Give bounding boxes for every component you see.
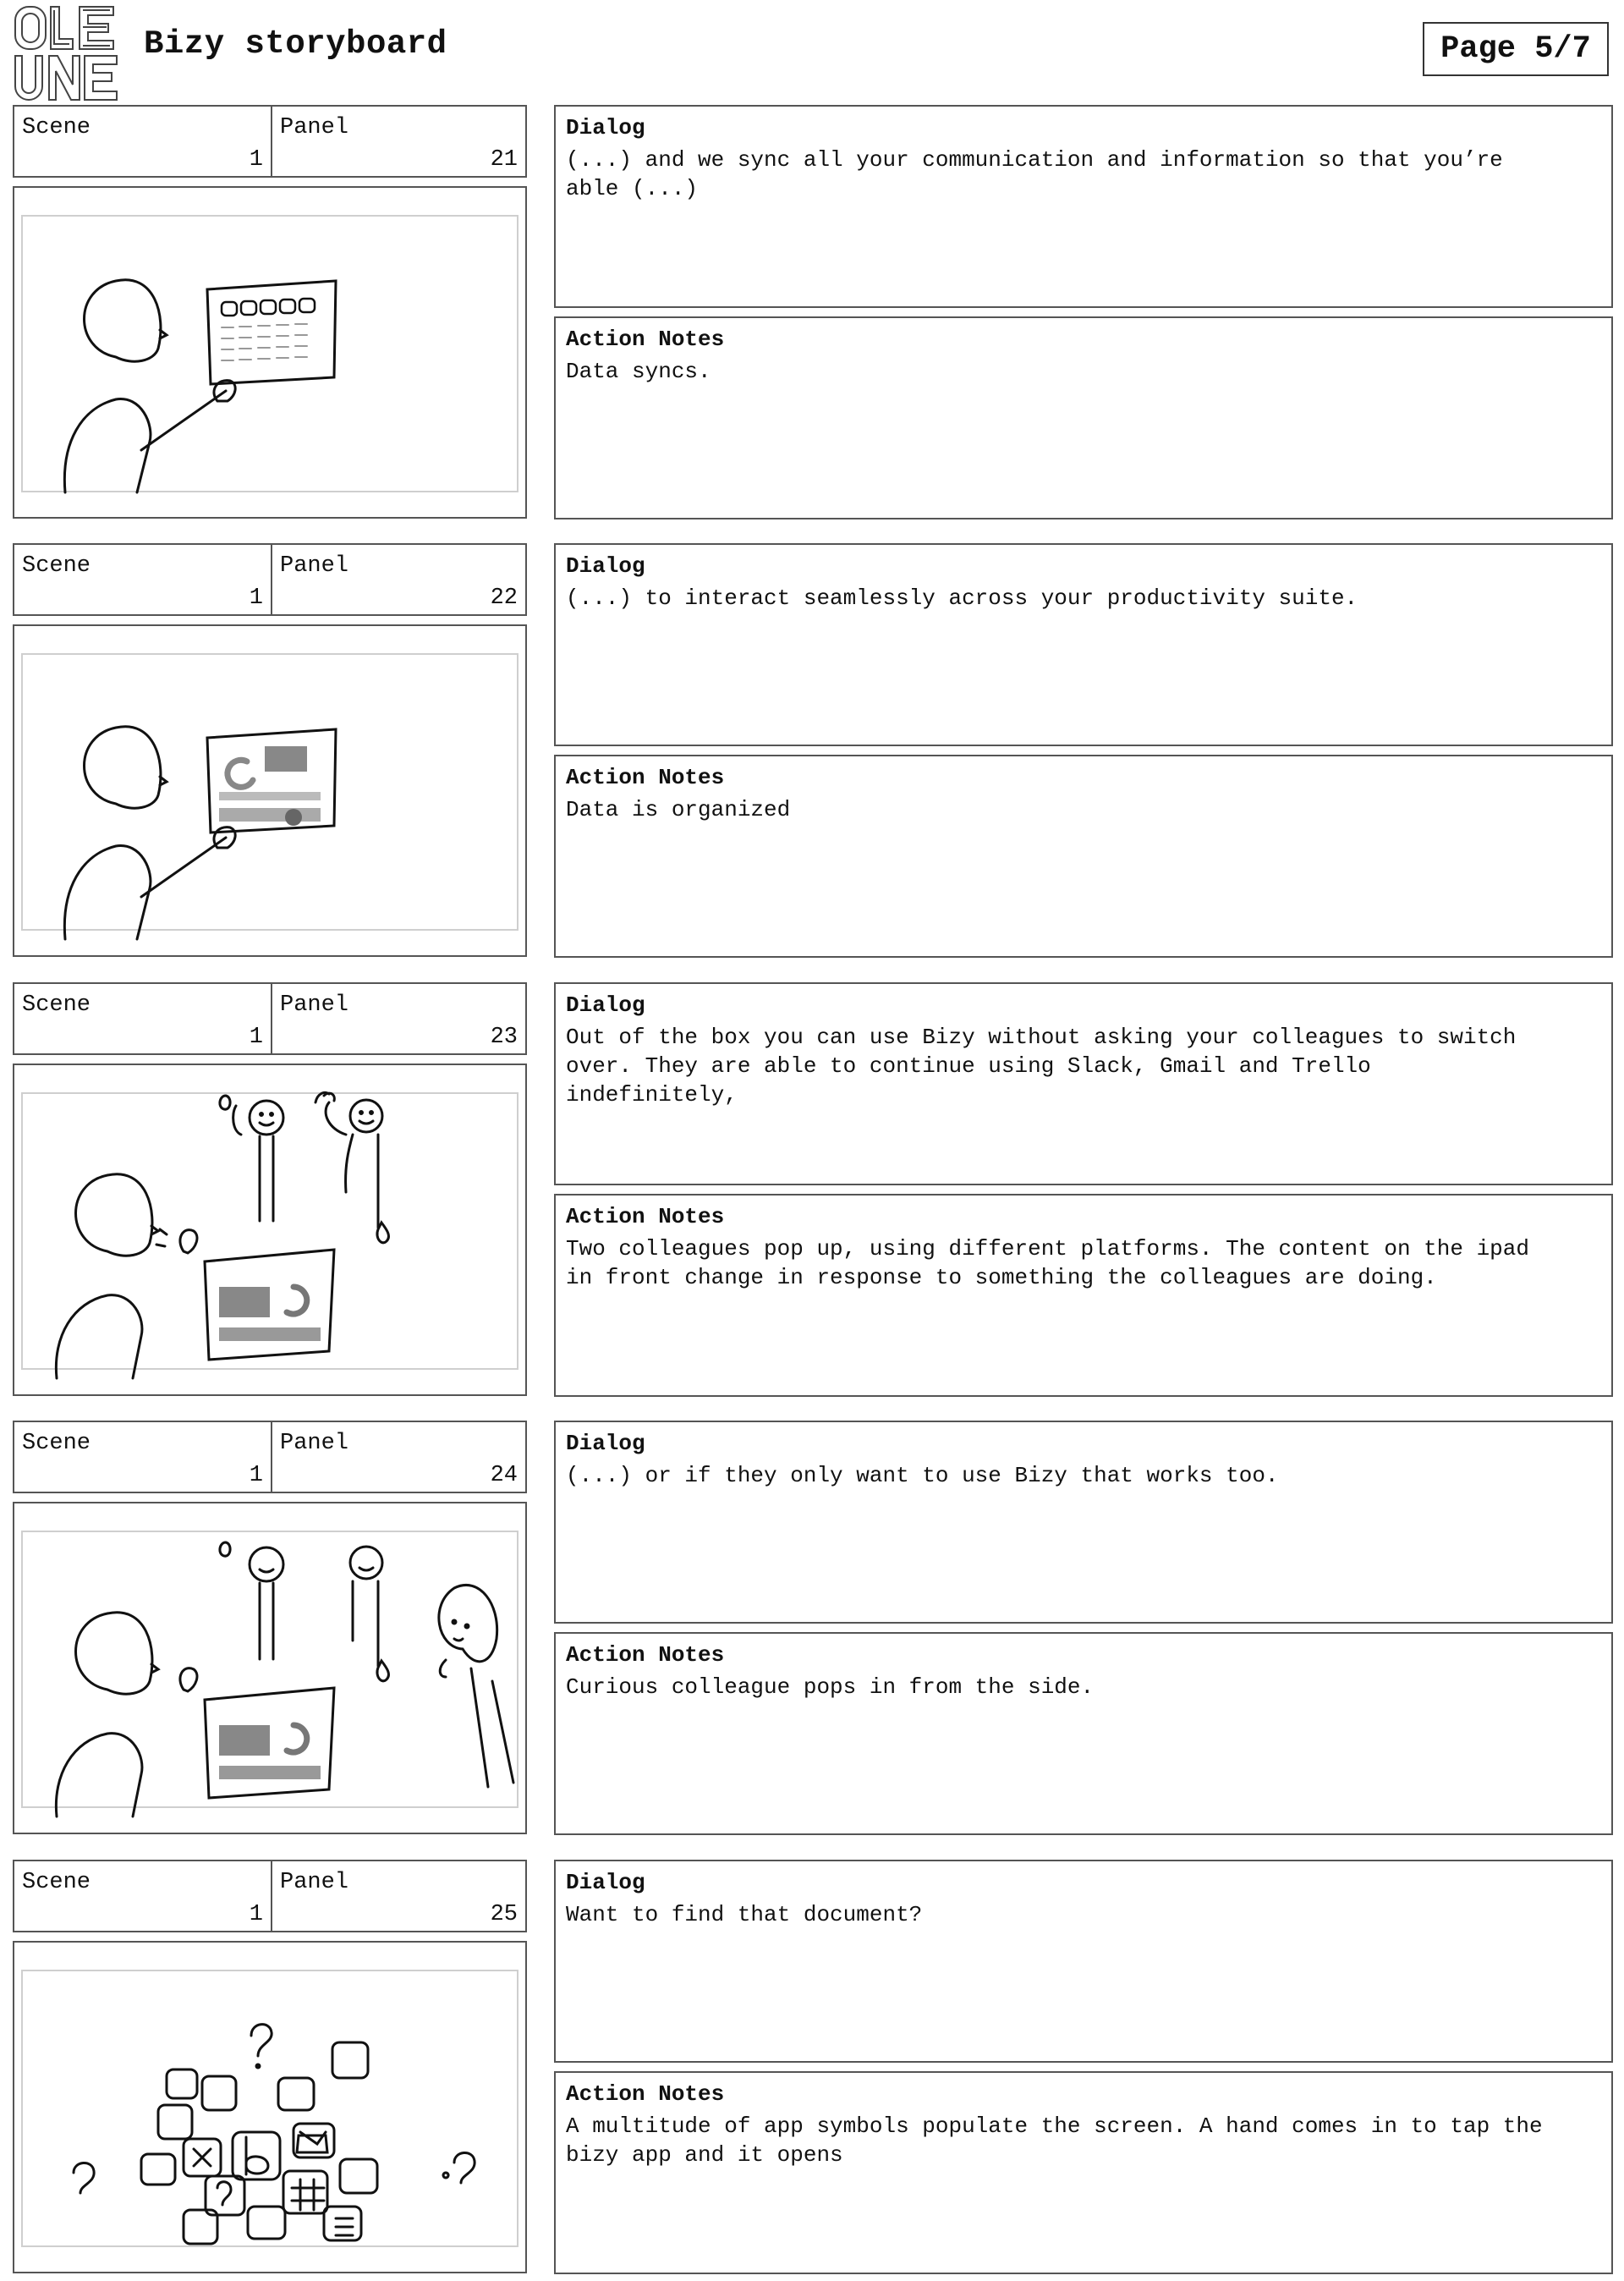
sketch-frame [13,1064,527,1396]
curious-colleague-sketch [14,1503,525,1833]
scene-cell [14,1422,272,1492]
document-title: Bizy storyboard [144,25,447,63]
dialog-heading: Dialog [566,1431,645,1456]
action-notes-heading: Action Notes [566,2081,725,2107]
storyboard-row [0,1860,1624,2274]
storyboard-row [0,543,1624,958]
dialog-heading: Dialog [566,115,645,140]
panel-label: Panel [280,992,349,1018]
storyboard-row [0,1421,1624,1835]
dialog-heading: Dialog [566,1870,645,1895]
colleagues-sketch [14,1065,525,1394]
dialog-box [554,1421,1613,1624]
panel-number: 22 [490,585,518,611]
scene-label: Scene [22,1431,91,1456]
scene-cell [14,545,272,614]
sketch-frame [13,624,527,957]
sketch-frame [13,1941,527,2273]
panel-cell [272,107,525,176]
panel-cell [272,1422,525,1492]
dialog-heading: Dialog [566,992,645,1018]
panel-cell [272,1861,525,1931]
storyboard-row [0,105,1624,519]
scene-label: Scene [22,992,91,1018]
action-notes-box [554,2071,1613,2274]
dialog-text: (...) to interact seamlessly across your productivity suite. [566,585,1358,611]
dialog-text: (...) and we sync all your communication and information so that you’re able (...) [566,147,1503,201]
storyboard-row [0,982,1624,1397]
action-notes-text: Two colleagues pop up, using different platforms. The content on the ipad in front change in response to something the colleagues are doing. [566,1236,1529,1290]
action-notes-heading: Action Notes [566,327,725,352]
scene-panel-box [13,543,527,616]
logo-e2 [85,56,117,100]
action-notes-box [554,755,1613,958]
person-tablet-sketch [14,188,525,517]
action-notes-text: Data is organized [566,797,791,822]
dialog-box [554,1860,1613,2063]
panel-number: 23 [490,1025,518,1050]
scene-number: 1 [249,1902,263,1927]
sketch-frame [13,186,527,519]
scene-panel-box [13,1860,527,1932]
panel-cell [272,545,525,614]
dialog-text: Want to find that document? [566,1902,923,1927]
dialog-box [554,982,1613,1185]
logo-l [51,7,73,49]
scene-label: Scene [22,1870,91,1895]
panel-cell [272,984,525,1053]
dialog-box [554,543,1613,746]
panel-label: Panel [280,1431,349,1456]
action-notes-text: Curious colleague pops in from the side. [566,1674,1095,1700]
logo-e [80,7,113,49]
panel-label: Panel [280,1870,349,1895]
dialog-heading: Dialog [566,553,645,579]
person-tablet-dashboard-sketch [14,626,525,955]
scene-number: 1 [249,585,263,611]
ole-une-logo [12,3,120,103]
scene-number: 1 [249,1025,263,1050]
dialog-text: Out of the box you can use Bizy without asking your colleagues to switch over. They are able to continue using Slack, Gmail and Trello indefinitely, [566,1025,1517,1108]
app-symbols-sketch [14,1943,525,2272]
scene-panel-box [13,982,527,1055]
panel-label: Panel [280,553,349,579]
panel-number: 24 [490,1463,518,1488]
scene-cell [14,984,272,1053]
panel-number: 21 [490,147,518,173]
scene-cell [14,107,272,176]
scene-panel-box [13,1421,527,1493]
logo-n [49,56,80,100]
scene-label: Scene [22,553,91,579]
scene-number: 1 [249,147,263,173]
action-notes-text: Data syncs. [566,359,711,384]
action-notes-text: A multitude of app symbols populate the screen. A hand comes in to tap the bizy app and it opens [566,2113,1543,2168]
sketch-frame [13,1502,527,1834]
action-notes-heading: Action Notes [566,1204,725,1229]
scene-label: Scene [22,115,91,140]
page-indicator: Page 5/7 [1423,22,1609,76]
dialog-box [554,105,1613,308]
logo-u [15,56,42,100]
panel-label: Panel [280,115,349,140]
action-notes-box [554,1632,1613,1835]
dialog-text: (...) or if they only want to use Bizy that works too. [566,1463,1279,1488]
logo-o [15,7,46,49]
panel-number: 25 [490,1902,518,1927]
action-notes-heading: Action Notes [566,1642,725,1668]
action-notes-heading: Action Notes [566,765,725,790]
scene-number: 1 [249,1463,263,1488]
action-notes-box [554,316,1613,519]
scene-panel-box [13,105,527,178]
scene-cell [14,1861,272,1931]
action-notes-box [554,1194,1613,1397]
